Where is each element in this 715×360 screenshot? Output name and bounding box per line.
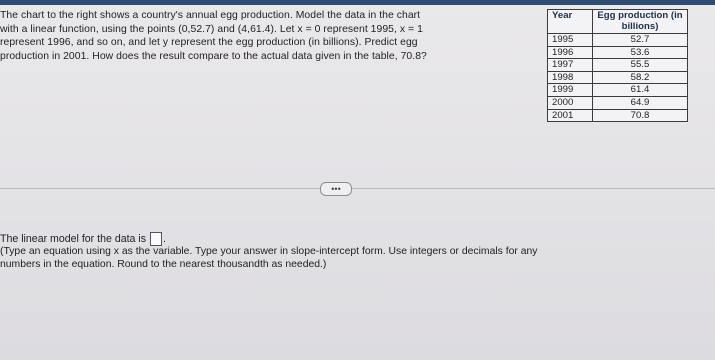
year-cell: 1997: [548, 59, 593, 72]
year-cell: 2001: [548, 109, 593, 122]
header-production: Egg production (in billions): [593, 10, 688, 34]
year-cell: 1999: [548, 84, 593, 97]
table-row: [548, 96, 688, 109]
ellipsis-icon: •••: [331, 183, 341, 194]
production-cell: 70.8: [593, 109, 688, 122]
production-cell: 61.4: [593, 84, 688, 97]
table-row: [548, 59, 688, 72]
table-row: [548, 46, 688, 59]
section-divider: [0, 188, 715, 189]
production-cell: 55.5: [593, 59, 688, 72]
production-cell: 53.6: [593, 46, 688, 59]
table-row: [548, 109, 688, 122]
production-cell: 64.9: [593, 96, 688, 109]
year-cell: 1998: [548, 71, 593, 84]
table-row: [548, 84, 688, 97]
production-cell: 58.2: [593, 71, 688, 84]
top-accent-bar: [0, 0, 715, 5]
table-row: [548, 71, 688, 84]
answer-prompt: The linear model for the data is: [0, 233, 147, 245]
year-cell: 1996: [548, 46, 593, 59]
answer-instructions: (Type an equation using x as the variable. Type your answer in slope-intercept form. Use integers or decimals for any numbers in the equation. Round to the nearest thousandth as needed.): [0, 246, 538, 271]
year-cell: 2000: [548, 96, 593, 109]
expand-more-button[interactable]: [320, 182, 352, 196]
answer-line: [0, 232, 166, 246]
table-row: [548, 34, 688, 47]
question-text: The chart to the right shows a country's annual egg production. Model the data in the chart with a linear function, using the points (0,52.7) and (4,61.4). Let x = 0 represent 1995, x = 1 represent 1996, and so on, and let y represent the egg production (in billions). Predict egg production in 2001. How does the result compare to the actual data given in the table, 70.8?: [0, 10, 427, 62]
answer-input-box[interactable]: [150, 232, 162, 246]
production-cell: 52.7: [593, 34, 688, 47]
header-year: Year: [548, 10, 593, 34]
year-cell: 1995: [548, 34, 593, 47]
table-header-row: [548, 10, 688, 34]
egg-production-table: [547, 9, 688, 122]
answer-period: .: [163, 233, 166, 245]
